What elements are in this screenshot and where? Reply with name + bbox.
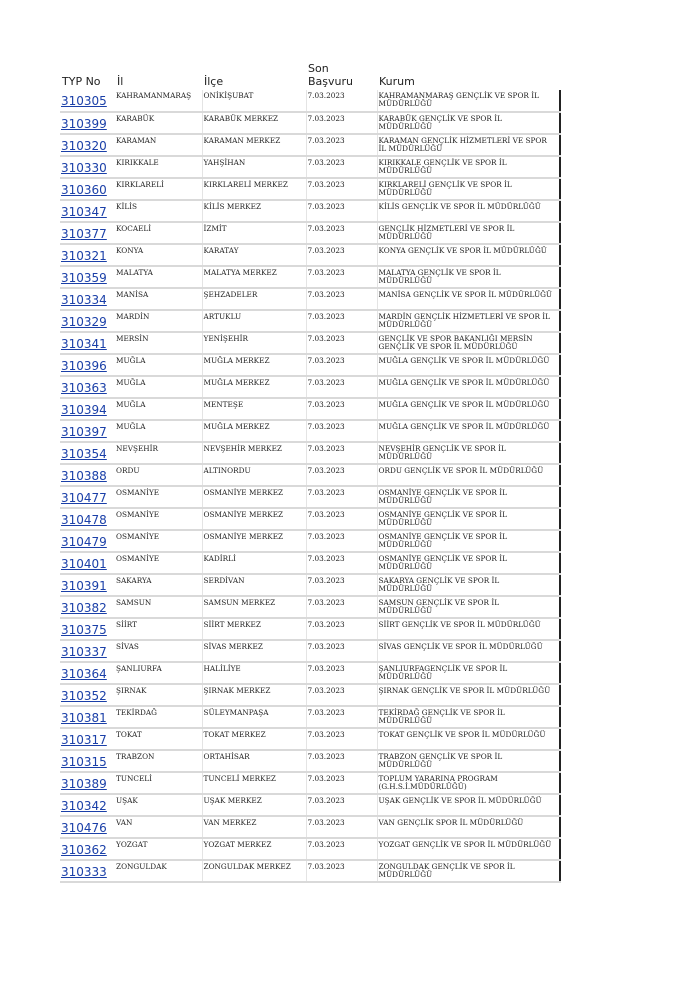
ilce-cell: KARATAY xyxy=(202,244,306,266)
son-basvuru-cell: 7.03.2023 xyxy=(306,178,377,200)
typ-no-cell xyxy=(60,398,115,420)
kurum-cell: ORDU GENÇLİK VE SPOR İL MÜDÜRLÜĞÜ xyxy=(377,464,560,486)
ilce-cell: ONİKİŞUBAT xyxy=(202,90,306,112)
il-cell: UŞAK xyxy=(115,794,202,816)
kurum-cell: GENÇLİK HİZMETLERİ VE SPOR İL MÜDÜRLÜĞÜ xyxy=(377,222,560,244)
kurum-cell: SİİRT GENÇLİK VE SPOR İL MÜDÜRLÜĞÜ xyxy=(377,618,560,640)
table-row xyxy=(60,728,560,750)
kurum-cell: OSMANİYE GENÇLİK VE SPOR İL MÜDÜRLÜĞÜ xyxy=(377,486,560,508)
il-cell: KARABÜK xyxy=(115,112,202,134)
ilce-cell: SAMSUN MERKEZ xyxy=(202,596,306,618)
kurum-cell: MUĞLA GENÇLİK VE SPOR İL MÜDÜRLÜĞÜ xyxy=(377,420,560,442)
header-il: İl xyxy=(117,75,124,88)
table-row xyxy=(60,816,560,838)
document-page xyxy=(60,62,560,883)
typ-no-cell xyxy=(60,684,115,706)
typ-no-cell xyxy=(60,376,115,398)
il-cell: KAHRAMANMARAŞ xyxy=(115,90,202,112)
il-cell: SAMSUN xyxy=(115,596,202,618)
il-cell: OSMANİYE xyxy=(115,552,202,574)
il-cell: MUĞLA xyxy=(115,420,202,442)
kurum-cell: YOZGAT GENÇLİK VE SPOR İL MÜDÜRLÜĞÜ xyxy=(377,838,560,860)
typ-no-link[interactable]: 310360 xyxy=(61,183,107,197)
typ-no-cell xyxy=(60,288,115,310)
son-basvuru-cell: 7.03.2023 xyxy=(306,530,377,552)
ilce-cell: ALTINORDU xyxy=(202,464,306,486)
ilce-cell: TUNCELİ MERKEZ xyxy=(202,772,306,794)
il-cell: TEKİRDAĞ xyxy=(115,706,202,728)
kurum-cell: TOPLUM YARARINA PROGRAM (G.H.S.İ.MÜDÜRLÜĞÜ) xyxy=(377,772,560,794)
il-cell: KONYA xyxy=(115,244,202,266)
table-row xyxy=(60,376,560,398)
il-cell: MUĞLA xyxy=(115,376,202,398)
table-row xyxy=(60,640,560,662)
il-cell: TRABZON xyxy=(115,750,202,772)
ilce-cell: HALİLİYE xyxy=(202,662,306,684)
kurum-cell: OSMANİYE GENÇLİK VE SPOR İL MÜDÜRLÜĞÜ xyxy=(377,530,560,552)
kurum-cell: UŞAK GENÇLİK VE SPOR İL MÜDÜRLÜĞÜ xyxy=(377,794,560,816)
typ-no-cell xyxy=(60,134,115,156)
table-row xyxy=(60,266,560,288)
il-cell: SİİRT xyxy=(115,618,202,640)
ilce-cell: KARAMAN MERKEZ xyxy=(202,134,306,156)
ilce-cell: ZONGULDAK MERKEZ xyxy=(202,860,306,882)
kurum-cell: ŞIRNAK GENÇLİK VE SPOR İL MÜDÜRLÜĞÜ xyxy=(377,684,560,706)
kurum-cell: MUĞLA GENÇLİK VE SPOR İL MÜDÜRLÜĞÜ xyxy=(377,398,560,420)
table-row xyxy=(60,486,560,508)
son-basvuru-cell: 7.03.2023 xyxy=(306,420,377,442)
typ-no-cell xyxy=(60,508,115,530)
typ-no-cell xyxy=(60,552,115,574)
typ-no-cell xyxy=(60,728,115,750)
kurum-cell: MUĞLA GENÇLİK VE SPOR İL MÜDÜRLÜĞÜ xyxy=(377,376,560,398)
header-typ-no: TYP No xyxy=(62,75,101,88)
kurum-cell: KIRIKKALE GENÇLİK VE SPOR İL MÜDÜRLÜĞÜ xyxy=(377,156,560,178)
typ-no-cell xyxy=(60,860,115,882)
typ-no-cell xyxy=(60,574,115,596)
son-basvuru-cell: 7.03.2023 xyxy=(306,574,377,596)
typ-no-link[interactable]: 310333 xyxy=(61,865,107,879)
table-row xyxy=(60,750,560,772)
typ-no-cell xyxy=(60,816,115,838)
table-row xyxy=(60,156,560,178)
ilce-cell: YENİŞEHİR xyxy=(202,332,306,354)
kurum-cell: MUĞLA GENÇLİK VE SPOR İL MÜDÜRLÜĞÜ xyxy=(377,354,560,376)
son-basvuru-cell: 7.03.2023 xyxy=(306,354,377,376)
il-cell: MARDİN xyxy=(115,310,202,332)
typ-no-link[interactable]: 310317 xyxy=(61,733,107,747)
kurum-cell: TOKAT GENÇLİK VE SPOR İL MÜDÜRLÜĞÜ xyxy=(377,728,560,750)
son-basvuru-cell: 7.03.2023 xyxy=(306,288,377,310)
il-cell: KOCAELİ xyxy=(115,222,202,244)
son-basvuru-cell: 7.03.2023 xyxy=(306,728,377,750)
son-basvuru-cell: 7.03.2023 xyxy=(306,266,377,288)
son-basvuru-cell: 7.03.2023 xyxy=(306,552,377,574)
ilce-cell: YOZGAT MERKEZ xyxy=(202,838,306,860)
header-kurum: Kurum xyxy=(379,75,415,88)
table-row xyxy=(60,838,560,860)
table-row xyxy=(60,332,560,354)
table-row xyxy=(60,706,560,728)
ilce-cell: KIRKLARELİ MERKEZ xyxy=(202,178,306,200)
typ-no-cell xyxy=(60,772,115,794)
typ-no-cell xyxy=(60,464,115,486)
kurum-cell: ZONGULDAK GENÇLİK VE SPOR İL MÜDÜRLÜĞÜ xyxy=(377,860,560,882)
ilce-cell: OSMANİYE MERKEZ xyxy=(202,508,306,530)
typ-no-link[interactable]: 310479 xyxy=(61,535,107,549)
kurum-cell: KONYA GENÇLİK VE SPOR İL MÜDÜRLÜĞÜ xyxy=(377,244,560,266)
table-row xyxy=(60,574,560,596)
typ-no-link[interactable]: 310315 xyxy=(61,755,107,769)
ilce-cell: SÜLEYMANPAŞA xyxy=(202,706,306,728)
typ-no-cell xyxy=(60,200,115,222)
typ-no-link[interactable]: 310347 xyxy=(61,205,107,219)
typ-no-cell xyxy=(60,156,115,178)
son-basvuru-cell: 7.03.2023 xyxy=(306,618,377,640)
kurum-cell: ŞANLIURFAGENÇLİK VE SPOR İL MÜDÜRLÜĞÜ xyxy=(377,662,560,684)
il-cell: ORDU xyxy=(115,464,202,486)
kurum-cell: OSMANİYE GENÇLİK VE SPOR İL MÜDÜRLÜĞÜ xyxy=(377,508,560,530)
ilce-cell: KARABÜK MERKEZ xyxy=(202,112,306,134)
il-cell: TOKAT xyxy=(115,728,202,750)
son-basvuru-cell: 7.03.2023 xyxy=(306,398,377,420)
il-cell: YOZGAT xyxy=(115,838,202,860)
typ-no-cell xyxy=(60,530,115,552)
il-cell: OSMANİYE xyxy=(115,486,202,508)
ilce-cell: ŞIRNAK MERKEZ xyxy=(202,684,306,706)
typ-no-link[interactable]: 310362 xyxy=(61,843,107,857)
son-basvuru-cell: 7.03.2023 xyxy=(306,596,377,618)
son-basvuru-cell: 7.03.2023 xyxy=(306,134,377,156)
ilce-cell: İZMİT xyxy=(202,222,306,244)
kurum-cell: NEVŞEHİR GENÇLİK VE SPOR İL MÜDÜRLÜĞÜ xyxy=(377,442,560,464)
son-basvuru-cell: 7.03.2023 xyxy=(306,156,377,178)
header-ilce: İlçe xyxy=(204,75,224,88)
kurum-cell: KIRKLARELİ GENÇLİK VE SPOR İL MÜDÜRLÜĞÜ xyxy=(377,178,560,200)
table-row xyxy=(60,618,560,640)
ilce-cell: TOKAT MERKEZ xyxy=(202,728,306,750)
il-cell: KİLİS xyxy=(115,200,202,222)
son-basvuru-cell: 7.03.2023 xyxy=(306,750,377,772)
table-row xyxy=(60,442,560,464)
table-row xyxy=(60,354,560,376)
kurum-cell: TEKİRDAĞ GENÇLİK VE SPOR İL MÜDÜRLÜĞÜ xyxy=(377,706,560,728)
typ-no-cell xyxy=(60,222,115,244)
table-row xyxy=(60,860,560,882)
table-row xyxy=(60,596,560,618)
son-basvuru-cell: 7.03.2023 xyxy=(306,684,377,706)
son-basvuru-cell: 7.03.2023 xyxy=(306,794,377,816)
table-row xyxy=(60,244,560,266)
son-basvuru-cell: 7.03.2023 xyxy=(306,486,377,508)
ilce-cell: ARTUKLU xyxy=(202,310,306,332)
typ-no-link[interactable]: 310476 xyxy=(61,821,107,835)
typ-no-cell xyxy=(60,596,115,618)
kurum-cell: SAKARYA GENÇLİK VE SPOR İL MÜDÜRLÜĞÜ xyxy=(377,574,560,596)
il-cell: SAKARYA xyxy=(115,574,202,596)
il-cell: MUĞLA xyxy=(115,398,202,420)
typ-no-link[interactable]: 310305 xyxy=(61,94,107,108)
il-cell: NEVŞEHİR xyxy=(115,442,202,464)
kurum-cell: KAHRAMANMARAŞ GENÇLİK VE SPOR İL MÜDÜRLÜĞÜ xyxy=(377,90,560,112)
table-row xyxy=(60,420,560,442)
kurum-cell: MARDİN GENÇLİK HİZMETLERİ VE SPOR İL MÜDÜRLÜĞÜ xyxy=(377,310,560,332)
il-cell: TUNCELİ xyxy=(115,772,202,794)
son-basvuru-cell: 7.03.2023 xyxy=(306,508,377,530)
ilce-cell: MUĞLA MERKEZ xyxy=(202,420,306,442)
ilce-cell: MUĞLA MERKEZ xyxy=(202,354,306,376)
il-cell: ZONGULDAK xyxy=(115,860,202,882)
kurum-cell: GENÇLİK VE SPOR BAKANLIĞI MERSİN GENÇLİK VE SPOR İL MÜDÜRLÜĞÜ xyxy=(377,332,560,354)
table-header xyxy=(60,62,560,90)
il-cell: MALATYA xyxy=(115,266,202,288)
table-row xyxy=(60,464,560,486)
header-son-basvuru: Son Başvuru xyxy=(308,62,353,88)
typ-no-cell xyxy=(60,750,115,772)
typ-no-link[interactable]: 310401 xyxy=(61,557,107,571)
typ-no-link[interactable]: 310342 xyxy=(61,799,107,813)
table-body xyxy=(60,90,560,882)
table-row xyxy=(60,222,560,244)
son-basvuru-cell: 7.03.2023 xyxy=(306,706,377,728)
typ-no-link[interactable]: 310389 xyxy=(61,777,107,791)
typ-no-cell xyxy=(60,486,115,508)
typ-no-link[interactable]: 310329 xyxy=(61,315,107,329)
table-row xyxy=(60,772,560,794)
typ-no-cell xyxy=(60,838,115,860)
son-basvuru-cell: 7.03.2023 xyxy=(306,464,377,486)
il-cell: KARAMAN xyxy=(115,134,202,156)
header-row xyxy=(60,62,560,90)
typ-no-link[interactable]: 310363 xyxy=(61,381,107,395)
typ-no-link[interactable]: 310399 xyxy=(61,117,107,131)
table-row xyxy=(60,288,560,310)
il-cell: KIRKLARELİ xyxy=(115,178,202,200)
typ-no-link[interactable]: 310320 xyxy=(61,139,107,153)
kurum-cell: MALATYA GENÇLİK VE SPOR İL MÜDÜRLÜĞÜ xyxy=(377,266,560,288)
il-cell: ŞANLIURFA xyxy=(115,662,202,684)
typ-no-link[interactable]: 310375 xyxy=(61,623,107,637)
typ-no-link[interactable]: 310354 xyxy=(61,447,107,461)
table-row xyxy=(60,662,560,684)
typ-no-link[interactable]: 310391 xyxy=(61,579,107,593)
ilce-cell: NEVŞEHİR MERKEZ xyxy=(202,442,306,464)
table-row xyxy=(60,398,560,420)
typ-no-cell xyxy=(60,794,115,816)
typ-no-link[interactable]: 310330 xyxy=(61,161,107,175)
typ-no-link[interactable]: 310396 xyxy=(61,359,107,373)
typ-no-cell xyxy=(60,706,115,728)
ilce-cell: SİVAS MERKEZ xyxy=(202,640,306,662)
son-basvuru-cell: 7.03.2023 xyxy=(306,772,377,794)
il-cell: OSMANİYE xyxy=(115,530,202,552)
typ-no-link[interactable]: 310388 xyxy=(61,469,107,483)
table-row xyxy=(60,200,560,222)
typ-no-cell xyxy=(60,442,115,464)
typ-no-link[interactable]: 310364 xyxy=(61,667,107,681)
il-cell: ŞIRNAK xyxy=(115,684,202,706)
typ-no-link[interactable]: 310477 xyxy=(61,491,107,505)
son-basvuru-cell: 7.03.2023 xyxy=(306,112,377,134)
table-row xyxy=(60,112,560,134)
kurum-cell: KARABÜK GENÇLİK VE SPOR İL MÜDÜRLÜĞÜ xyxy=(377,112,560,134)
typ-no-cell xyxy=(60,332,115,354)
typ-no-cell xyxy=(60,178,115,200)
table-row xyxy=(60,794,560,816)
son-basvuru-cell: 7.03.2023 xyxy=(306,90,377,112)
son-basvuru-cell: 7.03.2023 xyxy=(306,860,377,882)
typ-no-cell xyxy=(60,244,115,266)
son-basvuru-cell: 7.03.2023 xyxy=(306,244,377,266)
ilce-cell: VAN MERKEZ xyxy=(202,816,306,838)
il-cell: MANİSA xyxy=(115,288,202,310)
kurum-cell: SAMSUN GENÇLİK VE SPOR İL MÜDÜRLÜĞÜ xyxy=(377,596,560,618)
typ-no-cell xyxy=(60,618,115,640)
table-row xyxy=(60,178,560,200)
kurum-cell: VAN GENÇLİK SPOR İL MÜDÜRLÜĞÜ xyxy=(377,816,560,838)
il-cell: MUĞLA xyxy=(115,354,202,376)
table-row xyxy=(60,90,560,112)
ilce-cell: MUĞLA MERKEZ xyxy=(202,376,306,398)
typ-no-cell xyxy=(60,112,115,134)
typ-no-cell xyxy=(60,266,115,288)
table-row xyxy=(60,552,560,574)
typ-no-link[interactable]: 310352 xyxy=(61,689,107,703)
ilce-cell: YAHŞİHAN xyxy=(202,156,306,178)
son-basvuru-cell: 7.03.2023 xyxy=(306,222,377,244)
ilce-cell: ORTAHİSAR xyxy=(202,750,306,772)
table-row xyxy=(60,310,560,332)
typ-table xyxy=(60,62,561,883)
son-basvuru-cell: 7.03.2023 xyxy=(306,640,377,662)
son-basvuru-cell: 7.03.2023 xyxy=(306,838,377,860)
il-cell: MERSİN xyxy=(115,332,202,354)
ilce-cell: SERDİVAN xyxy=(202,574,306,596)
ilce-cell: SİİRT MERKEZ xyxy=(202,618,306,640)
typ-no-link[interactable]: 310394 xyxy=(61,403,107,417)
ilce-cell: MENTEŞE xyxy=(202,398,306,420)
ilce-cell: OSMANİYE MERKEZ xyxy=(202,530,306,552)
typ-no-link[interactable]: 310382 xyxy=(61,601,107,615)
typ-no-link[interactable]: 310381 xyxy=(61,711,107,725)
son-basvuru-cell: 7.03.2023 xyxy=(306,200,377,222)
kurum-cell: OSMANİYE GENÇLİK VE SPOR İL MÜDÜRLÜĞÜ xyxy=(377,552,560,574)
il-cell: VAN xyxy=(115,816,202,838)
il-cell: SİVAS xyxy=(115,640,202,662)
typ-no-link[interactable]: 310478 xyxy=(61,513,107,527)
son-basvuru-cell: 7.03.2023 xyxy=(306,662,377,684)
son-basvuru-cell: 7.03.2023 xyxy=(306,816,377,838)
table-row xyxy=(60,134,560,156)
typ-no-link[interactable]: 310377 xyxy=(61,227,107,241)
kurum-cell: KİLİS GENÇLİK VE SPOR İL MÜDÜRLÜĞÜ xyxy=(377,200,560,222)
typ-no-link[interactable]: 310337 xyxy=(61,645,107,659)
typ-no-cell xyxy=(60,640,115,662)
ilce-cell: MALATYA MERKEZ xyxy=(202,266,306,288)
typ-no-link[interactable]: 310334 xyxy=(61,293,107,307)
son-basvuru-cell: 7.03.2023 xyxy=(306,442,377,464)
kurum-cell: SİVAS GENÇLİK VE SPOR İL MÜDÜRLÜĞÜ xyxy=(377,640,560,662)
table-row xyxy=(60,508,560,530)
typ-no-cell xyxy=(60,662,115,684)
typ-no-cell xyxy=(60,420,115,442)
ilce-cell: KADİRLİ xyxy=(202,552,306,574)
kurum-cell: TRABZON GENÇLİK VE SPOR İL MÜDÜRLÜĞÜ xyxy=(377,750,560,772)
il-cell: KIRIKKALE xyxy=(115,156,202,178)
son-basvuru-cell: 7.03.2023 xyxy=(306,332,377,354)
ilce-cell: UŞAK MERKEZ xyxy=(202,794,306,816)
table-row xyxy=(60,684,560,706)
typ-no-cell xyxy=(60,90,115,112)
table-row xyxy=(60,530,560,552)
ilce-cell: ŞEHZADELER xyxy=(202,288,306,310)
typ-no-cell xyxy=(60,354,115,376)
typ-no-link[interactable]: 310397 xyxy=(61,425,107,439)
il-cell: OSMANİYE xyxy=(115,508,202,530)
son-basvuru-cell: 7.03.2023 xyxy=(306,376,377,398)
typ-no-link[interactable]: 310341 xyxy=(61,337,107,351)
typ-no-link[interactable]: 310359 xyxy=(61,271,107,285)
kurum-cell: MANİSA GENÇLİK VE SPOR İL MÜDÜRLÜĞÜ xyxy=(377,288,560,310)
typ-no-link[interactable]: 310321 xyxy=(61,249,107,263)
typ-no-cell xyxy=(60,310,115,332)
ilce-cell: KİLİS MERKEZ xyxy=(202,200,306,222)
kurum-cell: KARAMAN GENÇLİK HİZMETLERİ VE SPOR İL MÜDÜRLÜĞÜ xyxy=(377,134,560,156)
son-basvuru-cell: 7.03.2023 xyxy=(306,310,377,332)
ilce-cell: OSMANİYE MERKEZ xyxy=(202,486,306,508)
